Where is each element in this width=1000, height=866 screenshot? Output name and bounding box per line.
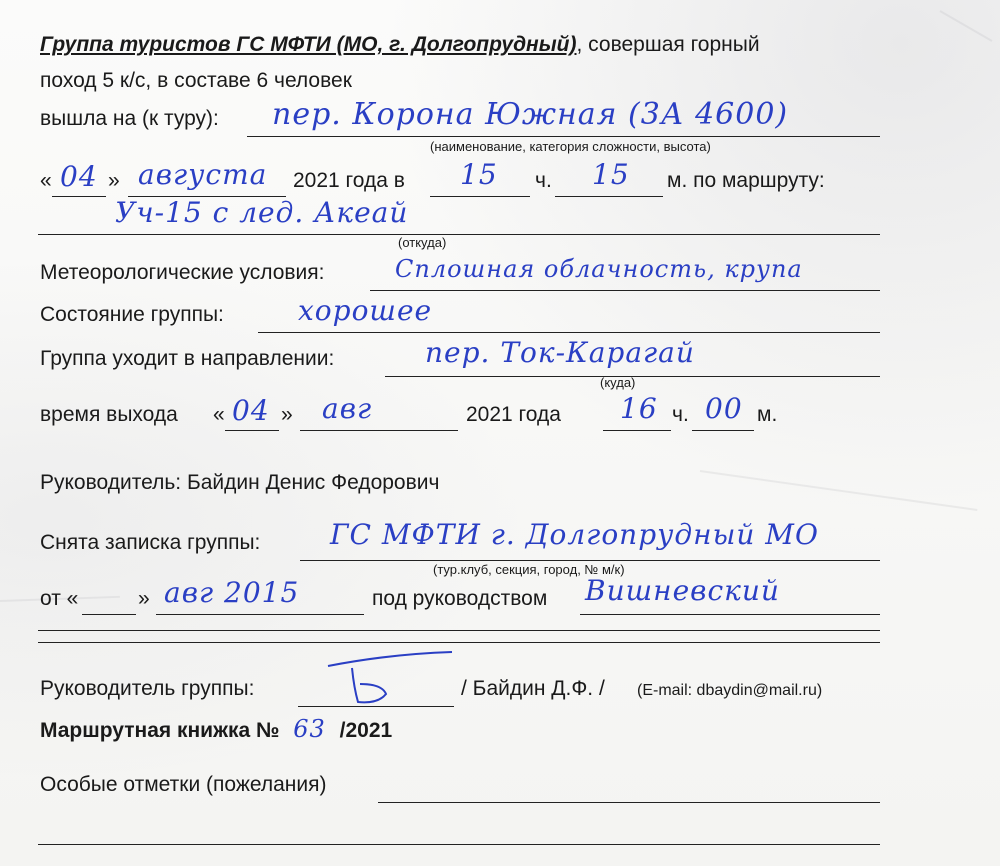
note-from-prefix: от « (40, 587, 79, 610)
header-line-1 (40, 30, 760, 60)
signature-name: / Байдин Д.Ф. / (461, 677, 605, 700)
date-day-value: 04 (60, 160, 98, 193)
direction-value: пер. Ток-Карагай (425, 336, 695, 369)
direction-caption: (куда) (600, 375, 636, 390)
note-from-date-value: авг 2015 (164, 576, 300, 609)
departure-minute-value: 00 (705, 392, 743, 425)
route-from-caption: (откуда) (398, 235, 447, 250)
date-month-value: августа (138, 158, 268, 191)
departure-hour-unit: ч. (672, 403, 689, 426)
weather-label: Метеорологические условия: (40, 261, 325, 284)
departure-label: время выхода (40, 403, 178, 426)
divider-line (38, 630, 880, 631)
special-notes-field-line-2[interactable] (38, 818, 880, 845)
note-from-under-label: под руководством (372, 587, 548, 610)
departure-year-text: 2021 года (466, 403, 561, 426)
paper-crease (700, 470, 978, 511)
book-number-line (40, 714, 392, 744)
special-notes-field-line[interactable] (378, 776, 880, 803)
ascent-caption: (наименование, категория сложности, высота) (430, 139, 711, 154)
date-open-quote: « (40, 169, 52, 192)
departure-open-quote: « (213, 403, 225, 426)
departure-day-value: 04 (232, 394, 270, 427)
book-label-end: /2021 (339, 719, 393, 742)
signature-label: Руководитель группы: (40, 677, 255, 700)
signature-mark-icon (320, 648, 460, 708)
special-notes-label: Особые отметки (пожелания) (40, 773, 327, 796)
direction-label: Группа уходит в направлении: (40, 347, 335, 370)
note-from-leader-signature: Вишневский (585, 574, 780, 607)
date-minute-value: 15 (592, 158, 630, 191)
book-number-value: 63 (293, 715, 326, 743)
paper-crease (940, 10, 993, 42)
note-taken-value: ГС МФТИ г. Долгопрудный МО (330, 518, 819, 551)
weather-value: Сплошная облачность, крупа (395, 255, 803, 283)
condition-value: хорошее (298, 294, 433, 327)
date-hour-value: 15 (460, 158, 498, 191)
departure-month-value: авг (322, 392, 373, 425)
route-from-value: Уч-15 с лед. Акеай (115, 196, 409, 229)
note-from-close-quote: » (138, 587, 150, 610)
note-taken-label: Снята записка группы: (40, 531, 261, 554)
header-line-2: поход 5 к/с, в составе 6 человек (40, 69, 352, 92)
condition-label: Состояние группы: (40, 303, 224, 326)
departure-close-quote: » (281, 403, 293, 426)
book-label-start: Маршрутная книжка № (40, 719, 280, 742)
ascent-value: пер. Корона Южная (3А 4600) (272, 97, 789, 132)
note-from-day-line[interactable] (82, 588, 136, 615)
date-year-text: 2021 года в (293, 169, 405, 192)
departure-minute-unit: м. (757, 403, 778, 426)
divider-line (38, 642, 880, 643)
ascent-label: вышла на (к туру): (40, 107, 219, 130)
header-line-1-rest: , совершая горный (576, 33, 760, 56)
signature-email: (E-mail: dbaydin@mail.ru) (637, 682, 823, 699)
leader-line: Руководитель: Байдин Денис Федорович (40, 471, 440, 494)
departure-hour-value: 16 (620, 392, 658, 425)
date-minute-unit: м. по маршруту: (667, 169, 825, 192)
date-close-quote: » (108, 169, 120, 192)
date-hour-unit: ч. (535, 169, 552, 192)
group-name: Группа туристов ГС МФТИ (МО, г. Долгопрудный) (40, 33, 577, 56)
note-taken-caption: (тур.клуб, секция, город, № м/к) (433, 562, 625, 577)
